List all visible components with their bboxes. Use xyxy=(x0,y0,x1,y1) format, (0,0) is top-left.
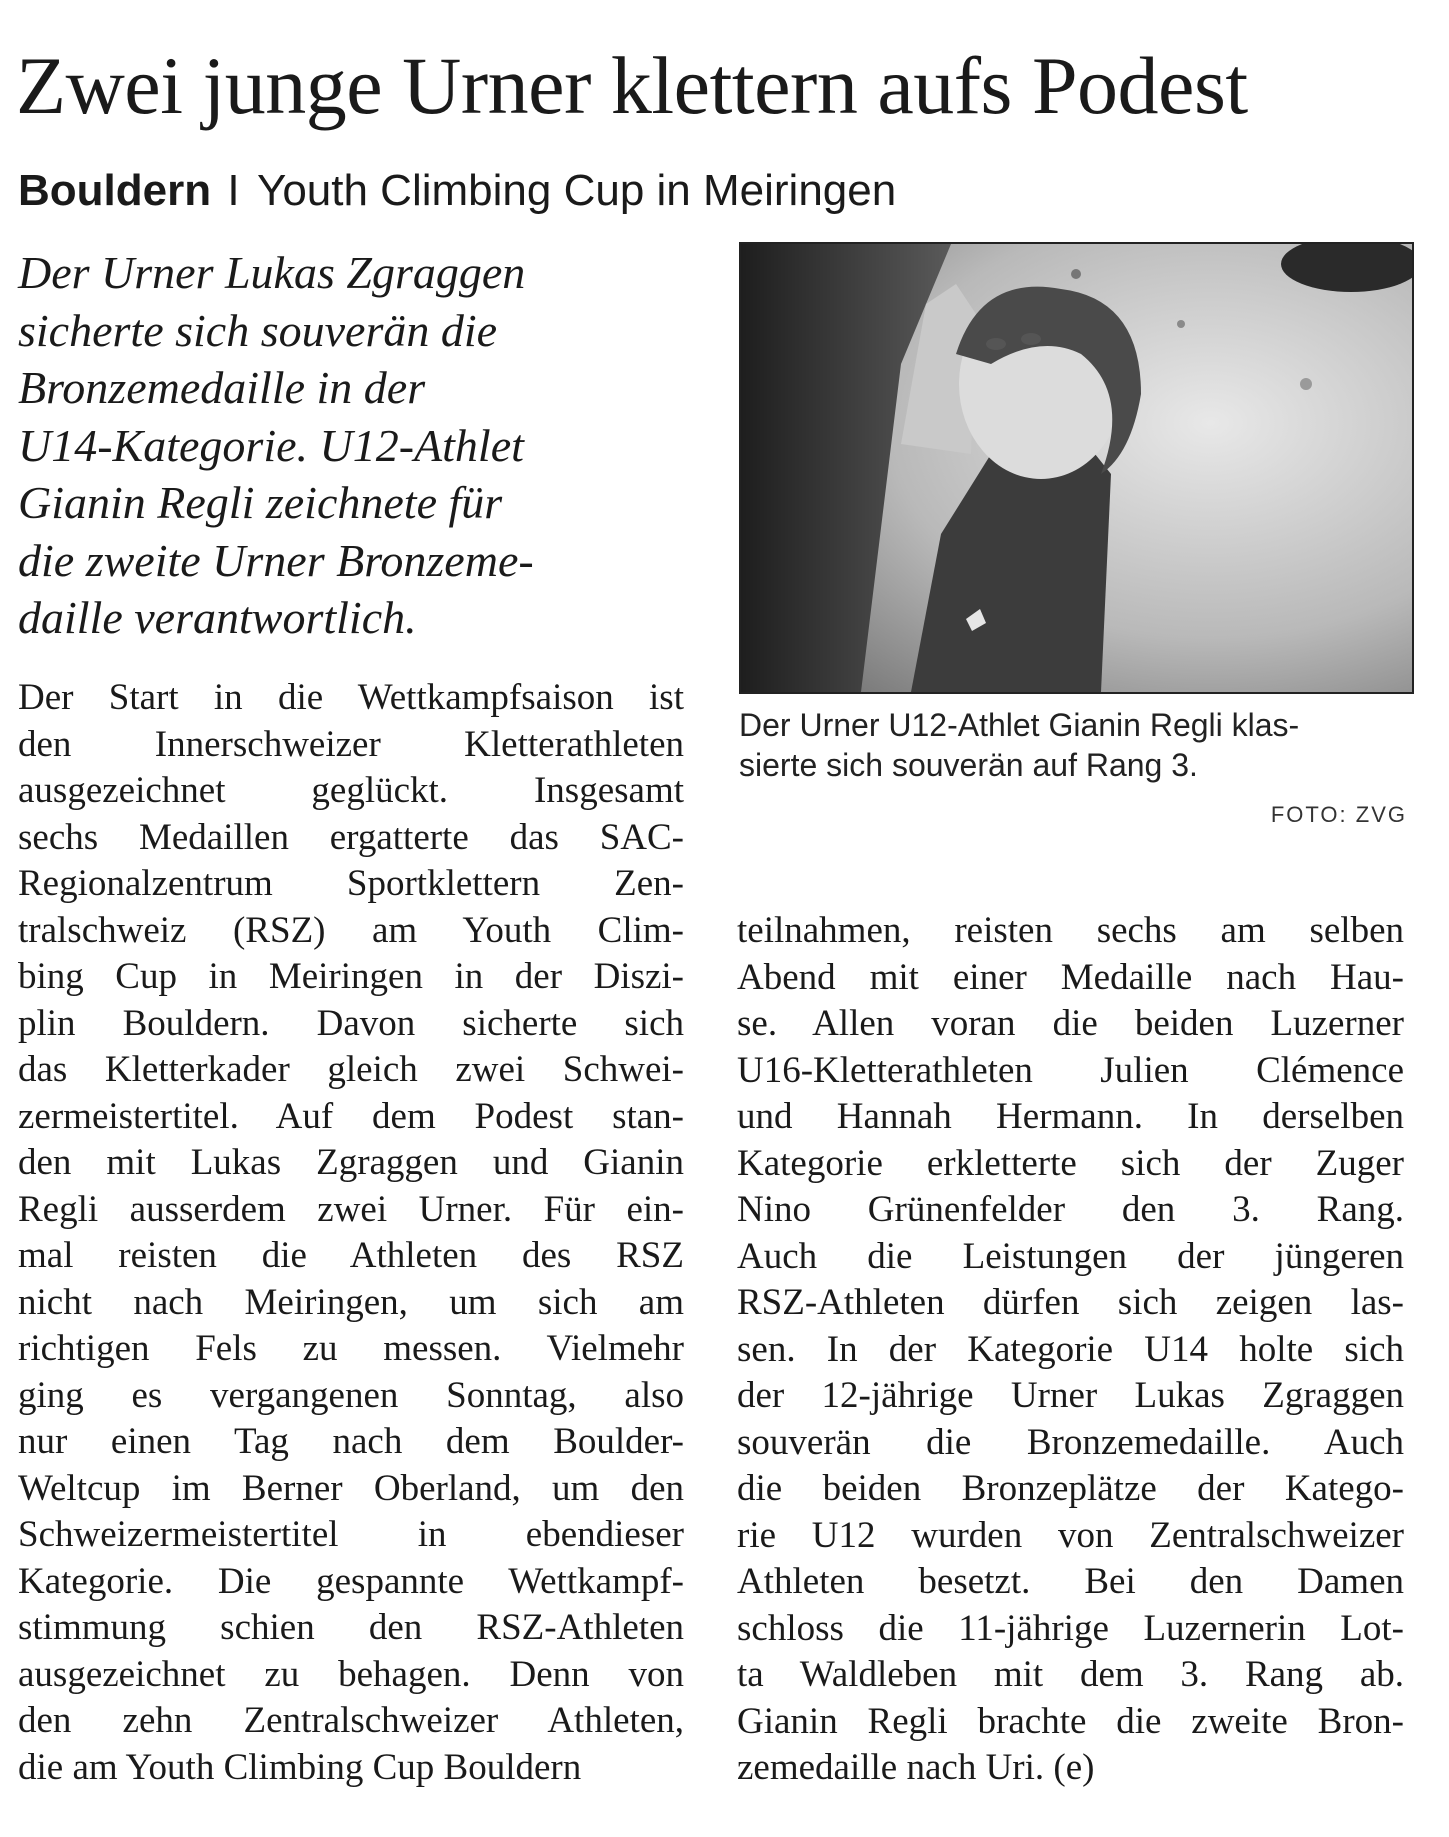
body-line: Auch die Leistungen der jüngeren xyxy=(737,1235,1404,1277)
body-line: das Kletterkader gleich zwei Schwei- xyxy=(18,1049,684,1090)
body-line: den mit Lukas Zgraggen und Gianin xyxy=(18,1142,684,1183)
body-column-2 xyxy=(737,908,1404,1792)
body-line: Gianin Regli brachte die zweite Bron- xyxy=(737,1700,1404,1742)
body-line: ging es vergangenen Sonntag, also xyxy=(18,1374,684,1416)
body-line: sechs Medaillen ergatterte das SAC- xyxy=(18,816,684,858)
body-line: teilnahmen, reisten sechs am selben xyxy=(737,910,1404,951)
body-line: RSZ-Athleten dürfen sich zeigen las- xyxy=(737,1282,1404,1323)
body-line: Regionalzentrum Sportklettern Zen- xyxy=(18,863,684,904)
body-line: den zehn Zentralschweizer Athleten, xyxy=(18,1700,684,1741)
body-line: stimmung schien den RSZ-Athleten xyxy=(18,1607,684,1648)
headline: Zwei junge Urner klettern aufs Podest xyxy=(16,40,1248,131)
body-line: Schweizermeistertitel in ebendieser xyxy=(18,1514,684,1555)
article-photo xyxy=(739,242,1414,694)
body-line: Nino Grünenfelder den 3. Rang. xyxy=(737,1189,1404,1230)
lead-line: sicherte sich souverän die xyxy=(18,304,498,356)
body-line: Kategorie. Die gespannte Wettkampf- xyxy=(18,1560,684,1602)
body-line: nicht nach Meiringen, um sich am xyxy=(18,1281,684,1323)
body-line: tralschweiz (RSZ) am Youth Clim- xyxy=(18,909,684,951)
body-line: plin Bouldern. Davon sicherte sich xyxy=(18,1002,684,1044)
body-line: Regli ausserdem zwei Urner. Für ein- xyxy=(18,1188,684,1230)
body-line: die am Youth Climbing Cup Bouldern xyxy=(18,1746,582,1788)
caption-line: Der Urner U12-Athlet Gianin Regli klas- xyxy=(739,707,1300,743)
body-line: und Hannah Hermann. In derselben xyxy=(737,1096,1404,1137)
caption-line: sierte sich souverän auf Rang 3. xyxy=(739,747,1198,783)
lead-line: Der Urner Lukas Zgraggen xyxy=(18,247,526,298)
lead-line: Gianin Regli zeichnete für xyxy=(18,477,503,528)
body-line: Weltcup im Berner Oberland, um den xyxy=(18,1467,684,1509)
lead-line: Bronzemedaille in der xyxy=(18,362,426,413)
body-line: mal reisten die Athleten des RSZ xyxy=(18,1235,684,1276)
lead-line: die zweite Urner Bronzeme- xyxy=(18,534,534,586)
lead-paragraph xyxy=(18,244,683,647)
body-line: Abend mit einer Medaille nach Hau- xyxy=(737,956,1404,998)
body-line: zemedaille nach Uri. (e) xyxy=(737,1747,1095,1788)
photo-caption xyxy=(739,705,1419,785)
body-column-1 xyxy=(18,675,684,1791)
body-line: se. Allen voran die beiden Luzerner xyxy=(737,1003,1404,1044)
body-line: ta Waldleben mit dem 3. Rang ab. xyxy=(737,1654,1404,1695)
climber-photo-illustration xyxy=(741,244,1412,692)
body-line: rie U12 wurden von Zentralschweizer xyxy=(737,1514,1404,1556)
photo-credit: FOTO: ZVG xyxy=(1270,802,1407,827)
body-line: schloss die 11-jährige Luzernerin Lot- xyxy=(737,1607,1404,1649)
body-line: die beiden Bronzeplätze der Katego- xyxy=(737,1468,1404,1509)
body-line: bing Cup in Meiringen in der Diszi- xyxy=(18,956,684,997)
lead-line: daille verantwortlich. xyxy=(18,592,417,643)
body-line: zermeistertitel. Auf dem Podest stan- xyxy=(18,1095,684,1137)
lead-line: U14-Kategorie. U12-Athlet xyxy=(18,419,524,471)
body-line: souverän die Bronzemedaille. Auch xyxy=(737,1421,1404,1463)
body-line: der 12-jährige Urner Lukas Zgraggen xyxy=(737,1375,1404,1416)
rubric: Bouldern xyxy=(18,166,212,215)
body-line: ausgezeichnet zu behagen. Denn von xyxy=(18,1653,684,1695)
subtitle: Youth Climbing Cup in Meiringen xyxy=(257,166,897,215)
rubric-separator: I xyxy=(227,166,240,215)
body-line: ausgezeichnet geglückt. Insgesamt xyxy=(18,770,684,811)
body-line: U16-Kletterathleten Julien Clémence xyxy=(737,1049,1404,1091)
body-line: richtigen Fels zu messen. Vielmehr xyxy=(18,1328,684,1369)
body-line: sen. In der Kategorie U14 holte sich xyxy=(737,1328,1404,1370)
body-line: Kategorie erkletterte sich der Zuger xyxy=(737,1142,1404,1184)
body-line: den Innerschweizer Kletterathleten xyxy=(18,723,684,765)
kicker xyxy=(18,163,896,219)
body-line: nur einen Tag nach dem Boulder- xyxy=(18,1421,684,1462)
body-line: Athleten besetzt. Bei den Damen xyxy=(737,1561,1404,1602)
body-line: Der Start in die Wettkampfsaison ist xyxy=(18,677,684,718)
